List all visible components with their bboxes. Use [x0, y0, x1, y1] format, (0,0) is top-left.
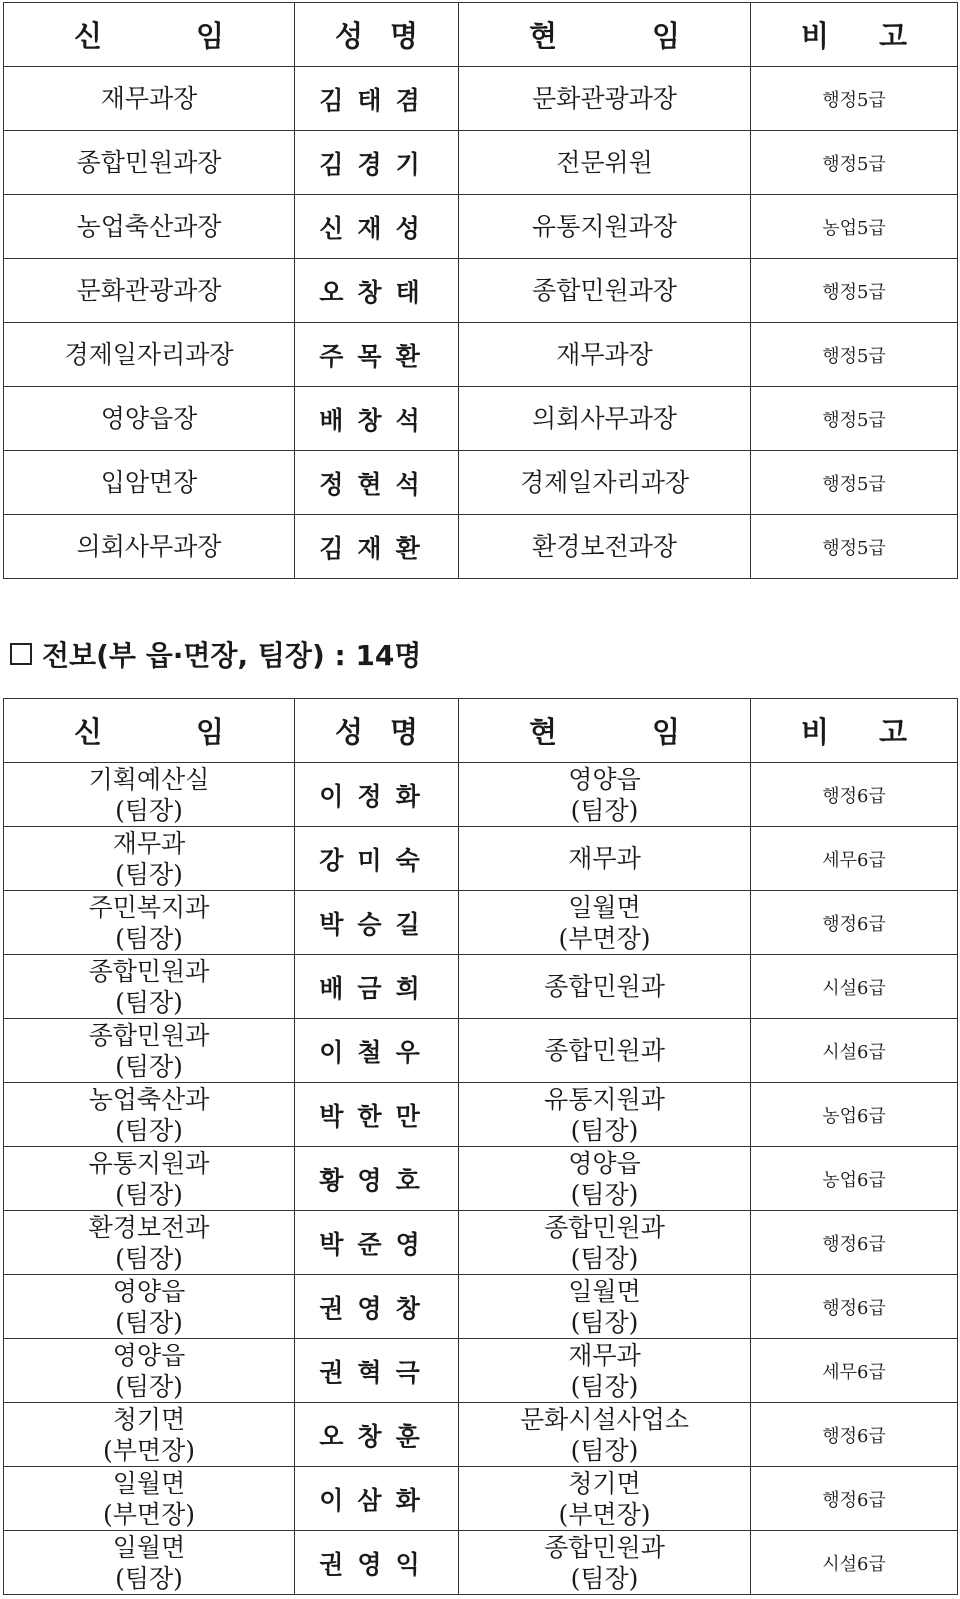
grade-note-cell: 세무6급: [751, 827, 958, 891]
table-header-row: [4, 3, 958, 67]
new-post-cell: 입암면장: [4, 451, 295, 515]
current-post-cell: 재무과: [459, 827, 751, 891]
new-post-cell: 환경보전과 (팀장): [4, 1211, 295, 1275]
current-post-cell: 재무과 (팀장): [459, 1339, 751, 1403]
table-row: [4, 515, 958, 579]
new-post-cell: 유통지원과 (팀장): [4, 1147, 295, 1211]
new-post-cell: 농업축산과장: [4, 195, 295, 259]
person-name-cell: 강미숙: [295, 827, 459, 891]
grade-note-cell: 농업6급: [751, 1083, 958, 1147]
current-post-cell: 재무과장: [459, 323, 751, 387]
appointment-table-section-chiefs: [3, 2, 958, 579]
grade-note-cell: 행정6급: [751, 763, 958, 827]
table-row: [4, 1467, 958, 1531]
table-row: [4, 1531, 958, 1595]
new-post-cell: 문화관광과장: [4, 259, 295, 323]
table-row: [4, 1083, 958, 1147]
grade-note-cell: 행정5급: [751, 67, 958, 131]
new-post-cell: 일월면 (부면장): [4, 1467, 295, 1531]
current-post-cell: 종합민원과: [459, 955, 751, 1019]
table-row: [4, 1147, 958, 1211]
checkbox-square-icon: [10, 643, 32, 665]
table-row: [4, 1339, 958, 1403]
current-post-cell: 경제일자리과장: [459, 451, 751, 515]
person-name-cell: 황영호: [295, 1147, 459, 1211]
current-post-cell: 종합민원과장: [459, 259, 751, 323]
table-row: [4, 387, 958, 451]
person-name-cell: 배금희: [295, 955, 459, 1019]
current-post-cell: 일월면 (팀장): [459, 1275, 751, 1339]
grade-note-cell: 행정5급: [751, 387, 958, 451]
table-row: [4, 1211, 958, 1275]
person-name-cell: 신재성: [295, 195, 459, 259]
grade-note-cell: 행정5급: [751, 131, 958, 195]
person-name-cell: 박한만: [295, 1083, 459, 1147]
table-row: [4, 259, 958, 323]
new-post-cell: 종합민원과장: [4, 131, 295, 195]
person-name-cell: 이철우: [295, 1019, 459, 1083]
new-post-cell: 재무과장: [4, 67, 295, 131]
grade-note-cell: 행정5급: [751, 259, 958, 323]
new-post-cell: 영양읍장: [4, 387, 295, 451]
table-row: [4, 1019, 958, 1083]
current-post-cell: 영양읍 (팀장): [459, 763, 751, 827]
grade-note-cell: 행정6급: [751, 1467, 958, 1531]
person-name-cell: 박승길: [295, 891, 459, 955]
current-post-cell: 종합민원과 (팀장): [459, 1531, 751, 1595]
grade-note-cell: 행정6급: [751, 891, 958, 955]
person-name-cell: 권영창: [295, 1275, 459, 1339]
current-post-cell: 유통지원과장: [459, 195, 751, 259]
person-name-cell: 권혁극: [295, 1339, 459, 1403]
table-row: [4, 131, 958, 195]
current-post-cell: 유통지원과 (팀장): [459, 1083, 751, 1147]
new-post-cell: 주민복지과 (팀장): [4, 891, 295, 955]
person-name-cell: 정현석: [295, 451, 459, 515]
person-name-cell: 김경기: [295, 131, 459, 195]
person-name-cell: 이정화: [295, 763, 459, 827]
new-post-cell: 의회사무과장: [4, 515, 295, 579]
table-row: [4, 323, 958, 387]
current-post-cell: 문화관광과장: [459, 67, 751, 131]
header-note: 비 고: [751, 699, 958, 763]
person-name-cell: 오창태: [295, 259, 459, 323]
new-post-cell: 농업축산과 (팀장): [4, 1083, 295, 1147]
person-name-cell: 김태겸: [295, 67, 459, 131]
current-post-cell: 일월면 (부면장): [459, 891, 751, 955]
current-post-cell: 종합민원과 (팀장): [459, 1211, 751, 1275]
section-title: 전보(부 읍·면장, 팀장) : 14명: [10, 634, 421, 674]
grade-note-cell: 시설6급: [751, 1531, 958, 1595]
new-post-cell: 영양읍 (팀장): [4, 1275, 295, 1339]
grade-note-cell: 행정5급: [751, 451, 958, 515]
new-post-cell: 경제일자리과장: [4, 323, 295, 387]
header-note: 비 고: [751, 3, 958, 67]
table-row: [4, 891, 958, 955]
current-post-cell: 영양읍 (팀장): [459, 1147, 751, 1211]
grade-note-cell: 행정5급: [751, 323, 958, 387]
grade-note-cell: 행정6급: [751, 1275, 958, 1339]
new-post-cell: 종합민원과 (팀장): [4, 1019, 295, 1083]
grade-note-cell: 행정6급: [751, 1403, 958, 1467]
person-name-cell: 배창석: [295, 387, 459, 451]
grade-note-cell: 시설6급: [751, 955, 958, 1019]
current-post-cell: 의회사무과장: [459, 387, 751, 451]
current-post-cell: 환경보전과장: [459, 515, 751, 579]
grade-note-cell: 행정5급: [751, 515, 958, 579]
appointment-table-team-leaders: [3, 698, 958, 1595]
table-row: [4, 763, 958, 827]
table-row: [4, 195, 958, 259]
header-current-post: 현 임: [459, 3, 751, 67]
new-post-cell: 일월면 (팀장): [4, 1531, 295, 1595]
new-post-cell: 영양읍 (팀장): [4, 1339, 295, 1403]
table-row: [4, 1403, 958, 1467]
current-post-cell: 문화시설사업소 (팀장): [459, 1403, 751, 1467]
header-new-post: 신 임: [4, 699, 295, 763]
grade-note-cell: 시설6급: [751, 1019, 958, 1083]
table-row: [4, 955, 958, 1019]
person-name-cell: 김재환: [295, 515, 459, 579]
table-header-row: [4, 699, 958, 763]
current-post-cell: 청기면 (부면장): [459, 1467, 751, 1531]
header-new-post: 신 임: [4, 3, 295, 67]
new-post-cell: 기획예산실 (팀장): [4, 763, 295, 827]
new-post-cell: 재무과 (팀장): [4, 827, 295, 891]
person-name-cell: 권영익: [295, 1531, 459, 1595]
current-post-cell: 종합민원과: [459, 1019, 751, 1083]
table-row: [4, 67, 958, 131]
current-post-cell: 전문위원: [459, 131, 751, 195]
grade-note-cell: 행정6급: [751, 1211, 958, 1275]
new-post-cell: 청기면 (부면장): [4, 1403, 295, 1467]
table-row: [4, 1275, 958, 1339]
table-row: [4, 827, 958, 891]
header-name: 성 명: [295, 699, 459, 763]
person-name-cell: 박준영: [295, 1211, 459, 1275]
header-current-post: 현 임: [459, 699, 751, 763]
grade-note-cell: 농업5급: [751, 195, 958, 259]
person-name-cell: 주목환: [295, 323, 459, 387]
table-row: [4, 451, 958, 515]
grade-note-cell: 세무6급: [751, 1339, 958, 1403]
header-name: 성 명: [295, 3, 459, 67]
person-name-cell: 이삼화: [295, 1467, 459, 1531]
new-post-cell: 종합민원과 (팀장): [4, 955, 295, 1019]
person-name-cell: 오창훈: [295, 1403, 459, 1467]
grade-note-cell: 농업6급: [751, 1147, 958, 1211]
